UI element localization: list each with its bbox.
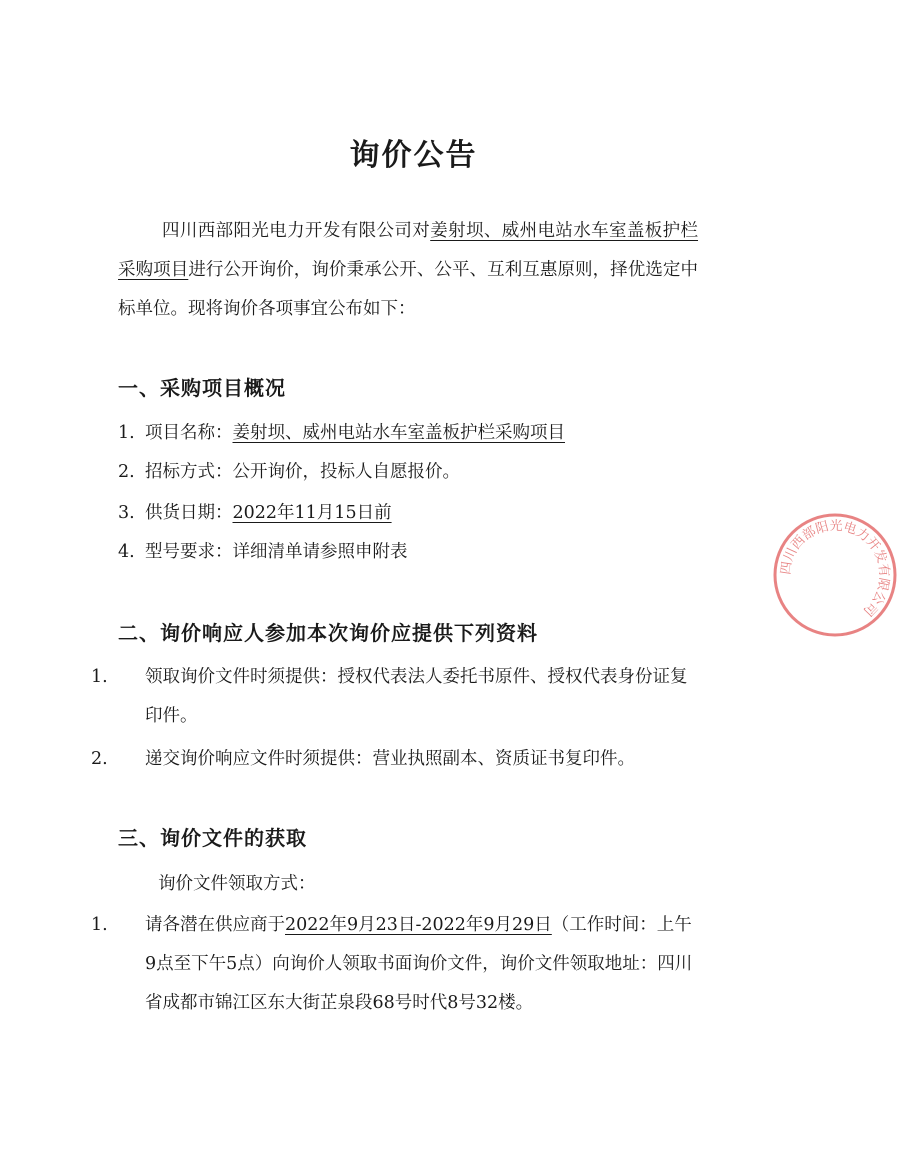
item-number: 1. xyxy=(91,667,108,687)
item-label: 供货日期： xyxy=(145,503,233,523)
item-pre: 请各潜在供应商于 xyxy=(145,915,285,935)
item-value: 2022年11月15日前 xyxy=(232,503,392,523)
intro-rest: 进行公开询价，询价秉承公开、公平、互利互惠原则，择优选定中标单位。现将询价各项事宜公布如下： xyxy=(118,260,698,319)
svg-text:四川西部阳光电力开发有限公司 xyxy=(779,518,892,619)
page-title: 询价公告 xyxy=(349,138,478,173)
item-value: 详细清单请参照申附表 xyxy=(232,542,408,562)
section2-heading: 二、询价响应人参加本次询价应提供下列资料 xyxy=(118,621,538,645)
section2-item-2 xyxy=(91,740,698,779)
intro-company: 四川西部阳光电力开发有限公司对 xyxy=(162,221,431,241)
section3-heading: 三、询价文件的获取 xyxy=(118,826,307,850)
intro-paragraph xyxy=(118,212,698,329)
section1-item-2 xyxy=(118,453,698,492)
seal-lettering: 四川西部阳光电力开发有限公司 xyxy=(778,518,892,619)
section3-item-1 xyxy=(91,906,698,1023)
item-text: 递交询价响应文件时须提供：营业执照副本、资质证书复印件。 xyxy=(145,749,635,769)
item-value: 公开询价，投标人自愿报价。 xyxy=(232,462,460,482)
item-label: 型号要求： xyxy=(145,542,233,562)
item-label: 项目名称： xyxy=(145,423,233,443)
item-value: 姜射坝、威州电站水车室盖板护栏采购项目 xyxy=(232,423,565,443)
item-number: 2. xyxy=(91,749,108,769)
item-number: 1. xyxy=(118,423,135,443)
section1-item-1 xyxy=(118,414,698,453)
section1-heading: 一、采购项目概况 xyxy=(118,376,286,400)
section1-item-4 xyxy=(118,533,698,572)
section2-item-1 xyxy=(91,658,698,736)
item-dates: 2022年9月23日-2022年9月29日 xyxy=(285,915,552,935)
item-number: 2. xyxy=(118,462,135,482)
item-number: 1. xyxy=(91,915,108,935)
item-number: 4. xyxy=(118,542,135,562)
company-seal-stamp xyxy=(770,510,900,640)
section3-subtitle: 询价文件领取方式： xyxy=(158,874,316,894)
item-number: 3. xyxy=(118,503,135,523)
section1-item-3 xyxy=(118,494,698,533)
item-post: （工作时间：上午9点至下午5点）向询价人领取书面询价文件，询价文件领取地址：四川省成都市锦江区东大街芷泉段68号时代8号32楼。 xyxy=(145,915,693,1013)
item-text: 领取询价文件时须提供：授权代表法人委托书原件、授权代表身份证复印件。 xyxy=(145,667,688,726)
item-label: 招标方式： xyxy=(145,462,233,482)
intro-project-name: 姜射坝、威州电站水车室盖板护栏采购项目 xyxy=(118,221,699,280)
